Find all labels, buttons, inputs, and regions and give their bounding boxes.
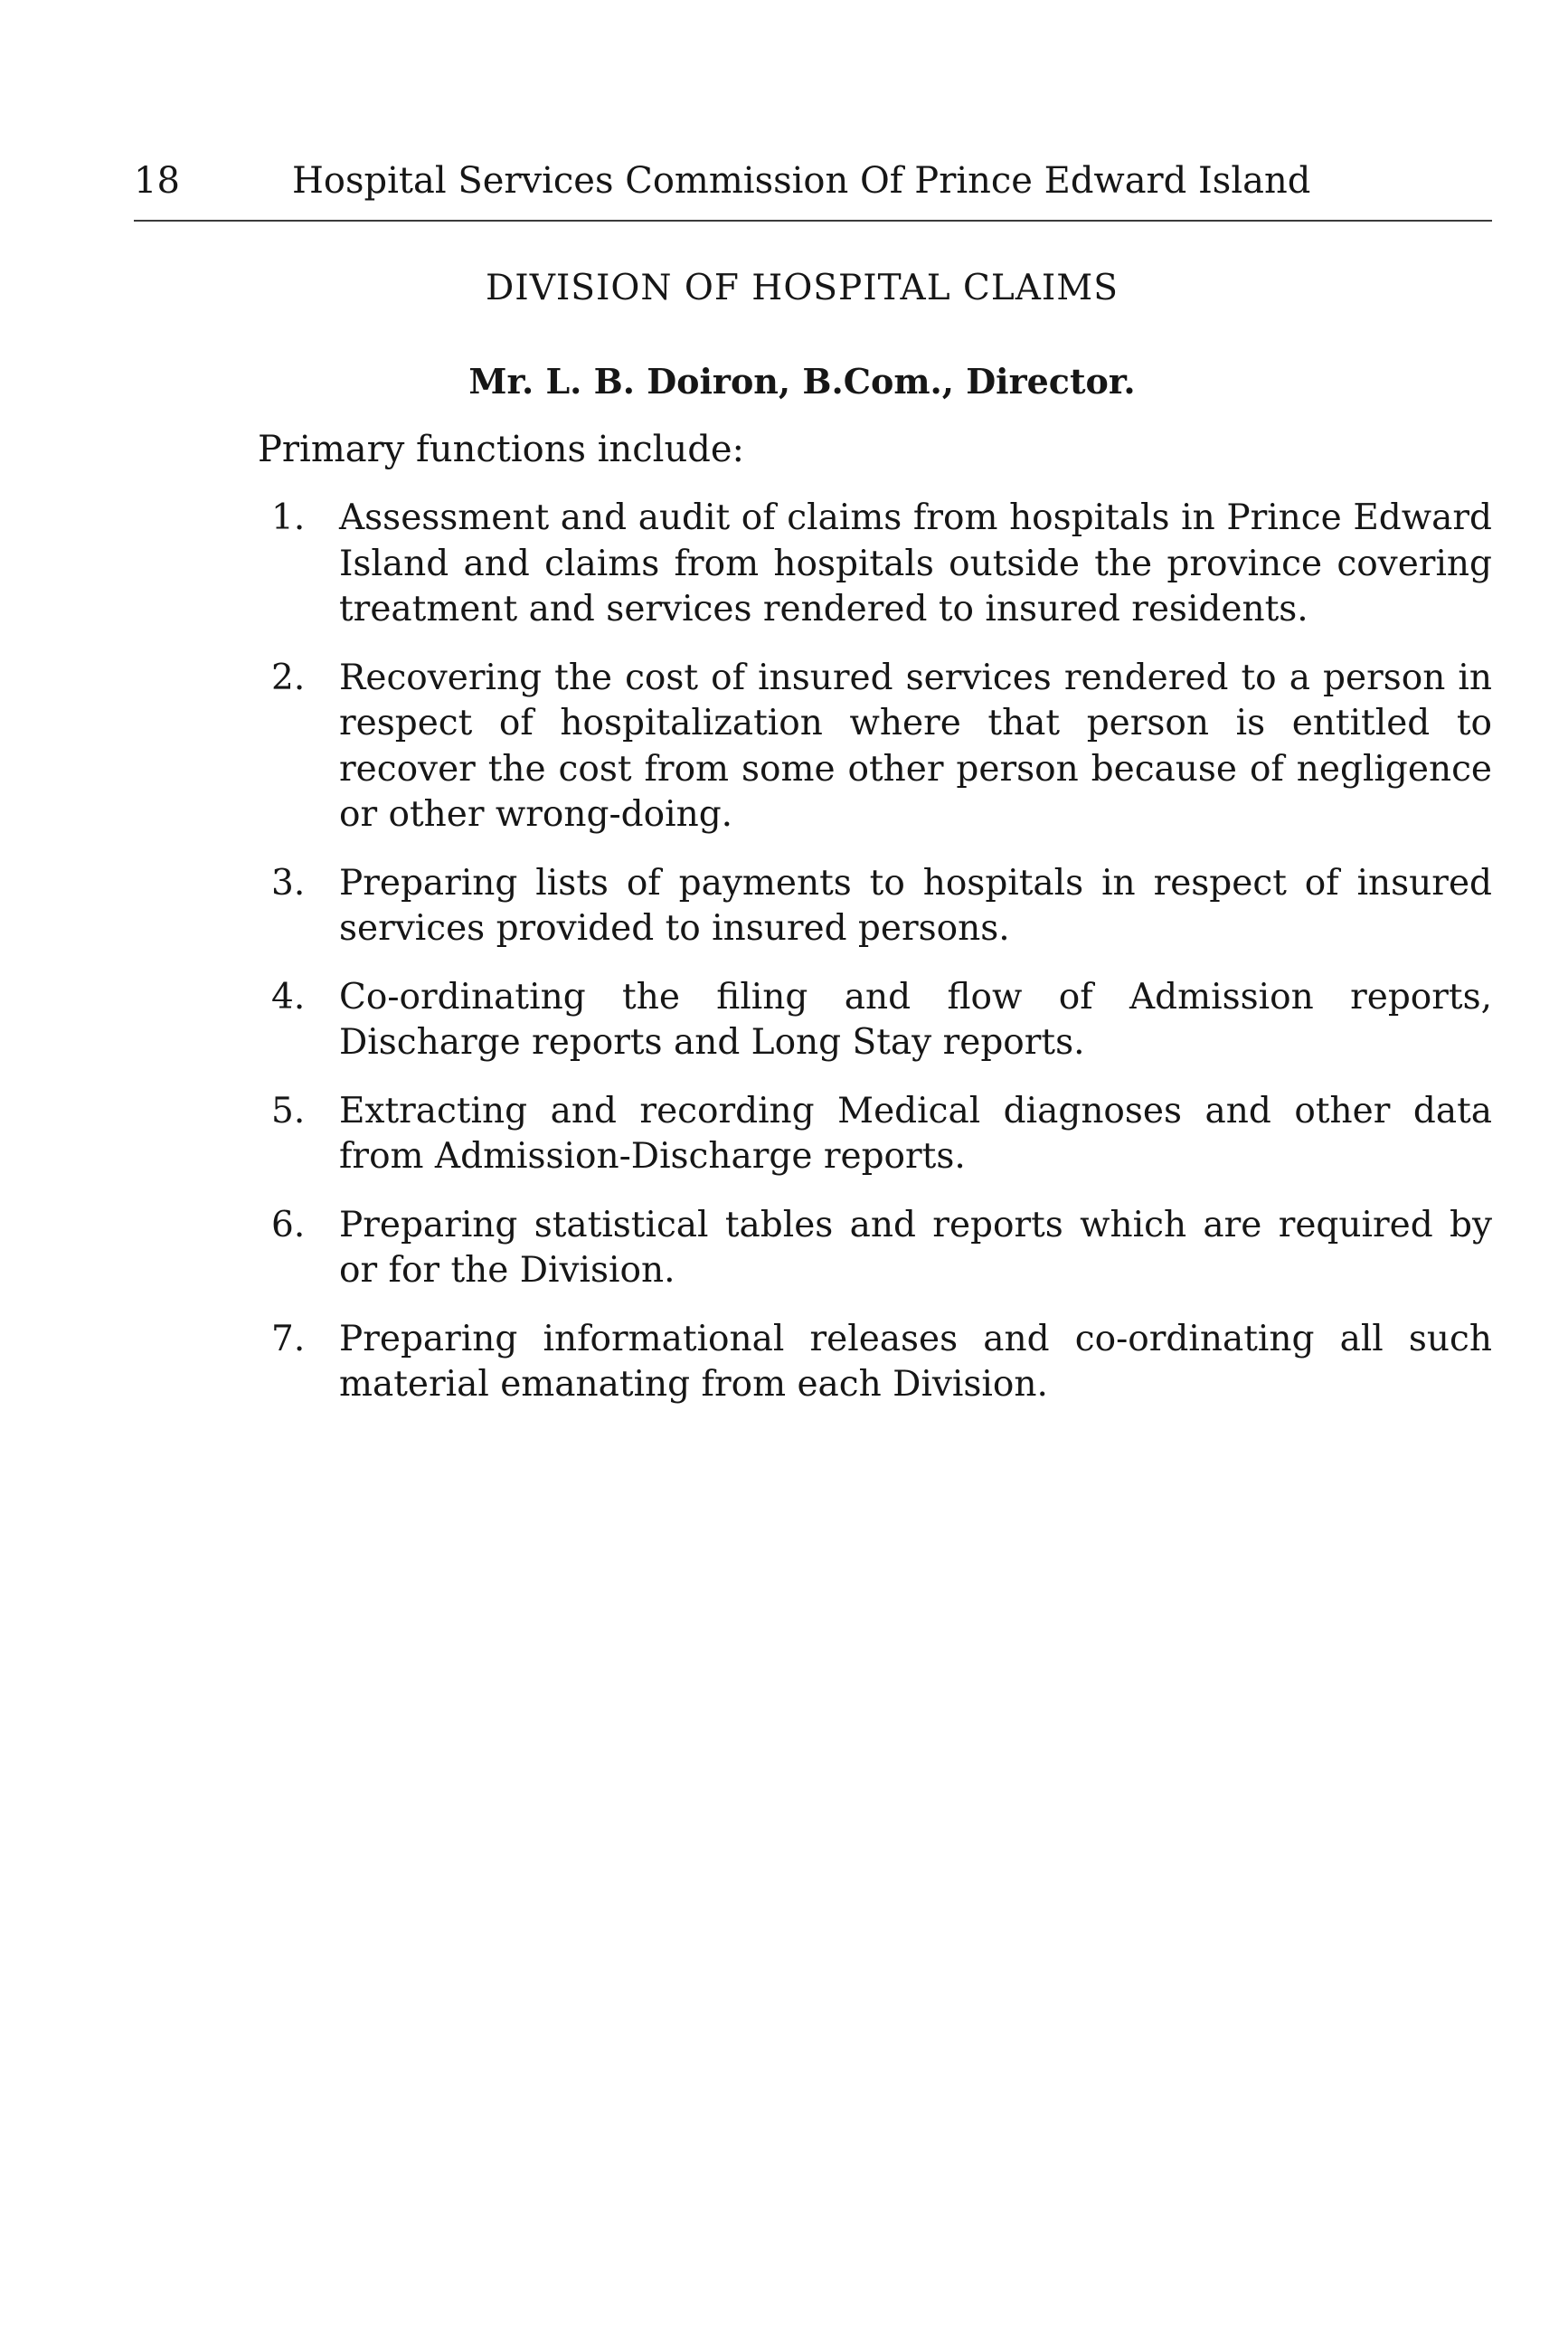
item-number: 4. — [271, 976, 306, 1018]
item-text: Preparing lists of payments to hospitals in respect of insured services provided to insured persons. — [339, 862, 1492, 949]
header-divider — [134, 220, 1492, 222]
intro-text: Primary functions include: — [258, 429, 744, 470]
item-number: 3. — [271, 862, 306, 904]
list-item — [271, 656, 1492, 838]
functions-list — [271, 496, 1492, 1431]
item-text: Assessment and audit of claims from hospitals in Prince Edward Island and claims from hospitals outside the province covering treatment and services rendered to insured residents. — [339, 497, 1492, 630]
item-text: Extracting and recording Medical diagnoses and other data from Admission-Discharge reports. — [339, 1090, 1492, 1177]
list-item — [271, 1317, 1492, 1408]
running-header — [134, 156, 1492, 206]
item-number: 2. — [271, 657, 306, 698]
item-text: Co-ordinating the filing and flow of Admission reports, Discharge reports and Long Stay reports. — [339, 976, 1492, 1063]
item-number: 1. — [271, 497, 306, 538]
list-item — [271, 496, 1492, 633]
item-number: 5. — [271, 1090, 306, 1131]
list-item — [271, 975, 1492, 1066]
item-number: 7. — [271, 1318, 306, 1359]
section-title: DIVISION OF HOSPITAL CLAIMS — [486, 268, 1119, 308]
item-number: 6. — [271, 1204, 306, 1245]
item-text: Preparing statistical tables and reports which are required by or for the Division. — [339, 1204, 1492, 1291]
running-title: Hospital Services Commission Of Prince Edward Island — [292, 160, 1311, 202]
director-line: Mr. L. B. Doiron, B.Com., Director. — [468, 361, 1136, 402]
item-text: Preparing informational releases and co-ordinating all such material emanating from each Division. — [339, 1318, 1492, 1405]
list-item — [271, 861, 1492, 952]
list-item — [271, 1089, 1492, 1180]
page-number: 18 — [134, 160, 180, 202]
item-text: Recovering the cost of insured services rendered to a person in respect of hospitalization where that person is entitled to recover the cost from some other person because of negligence or other wrong-doing. — [339, 657, 1492, 835]
list-item — [271, 1203, 1492, 1294]
